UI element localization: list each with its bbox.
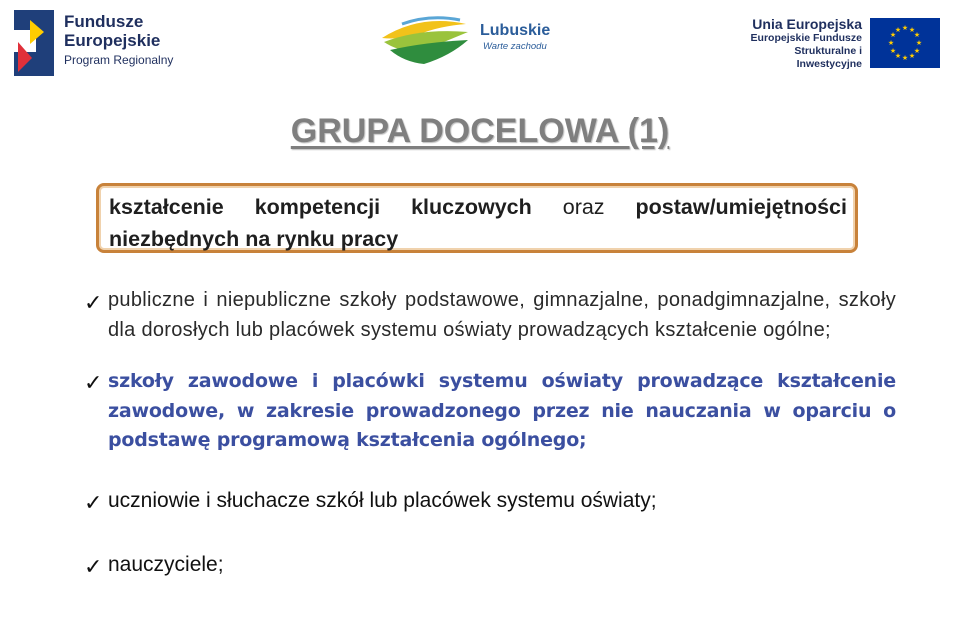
box-word-1: kształcenie (109, 195, 224, 219)
eu-flag-icon (870, 18, 940, 68)
box-word-5: postaw/umiejętności (635, 195, 847, 219)
fundusze-europejskie-logo (14, 10, 194, 76)
svg-text:★: ★ (913, 31, 921, 39)
fe-logo-line3: Program Regionalny (64, 53, 174, 67)
checkmark-icon: ✓ (84, 371, 103, 396)
checkmark-icon: ✓ (84, 489, 103, 515)
lubuskie-subtitle: Warte zachodu (483, 41, 547, 52)
fe-logo-line1: Fundusze (64, 12, 144, 31)
list-item (84, 550, 896, 580)
list-item-text: publiczne i niepubliczne szkoły podstawowe, gimnazjalne, ponadgimnazjalne, szkoły dla dorosłych lub placówek systemu oświaty prowadzących kształcenie ogólne; (108, 289, 896, 341)
target-group-list (84, 286, 896, 580)
lubuskie-logo (380, 12, 570, 72)
svg-text:★: ★ (889, 31, 897, 39)
list-item-text: szkoły zawodowe i placówki systemu oświaty prowadzące kształcenie zawodowe, w zakresie prowadzonego przez nie nauczania w oparciu o podstawę programową kształcenia ogólnego; (108, 370, 896, 451)
ue-logo-text (730, 16, 862, 71)
fe-logo-text (64, 12, 173, 68)
fe-flag-icon (14, 10, 58, 76)
list-item-text: uczniowie i słuchacze szkół lub placówek systemu oświaty; (108, 488, 657, 512)
box-word-2: kompetencji (254, 195, 381, 219)
list-item (84, 486, 896, 516)
ue-logo-line1: Unia Europejska (752, 16, 862, 32)
lubuskie-title: Lubuskie (480, 22, 551, 39)
svg-text:★: ★ (915, 39, 923, 47)
svg-text:★: ★ (894, 52, 902, 60)
svg-text:★: ★ (908, 26, 916, 34)
svg-text:★: ★ (894, 26, 902, 34)
box-word-4: oraz (562, 195, 605, 219)
box-line-2: niezbędnych na rynku pracy (109, 227, 399, 251)
ue-logo-line3: Strukturalne i Inwestycyjne (794, 45, 862, 70)
svg-text:★: ★ (913, 47, 921, 55)
unia-europejska-logo (730, 14, 945, 72)
box-word-3: kluczowych (411, 195, 532, 219)
fe-logo-line2: Europejskie (64, 31, 161, 50)
svg-text:★: ★ (901, 54, 909, 62)
checkmark-icon: ✓ (84, 290, 103, 315)
svg-text:★: ★ (887, 39, 895, 47)
svg-text:★: ★ (889, 47, 897, 55)
ue-logo-line2: Europejskie Fundusze (750, 32, 862, 44)
list-item-text: nauczyciele; (108, 552, 224, 576)
svg-text:★: ★ (901, 24, 909, 32)
header-logos (0, 0, 960, 92)
highlight-box (96, 183, 858, 253)
list-item (84, 286, 896, 345)
lubuskie-emblem-icon (380, 12, 472, 68)
highlight-box-text (109, 191, 847, 255)
svg-text:★: ★ (908, 52, 916, 60)
slide-title: GRUPA DOCELOWA (1) (290, 112, 670, 150)
list-item (84, 367, 896, 456)
checkmark-icon: ✓ (84, 553, 103, 579)
